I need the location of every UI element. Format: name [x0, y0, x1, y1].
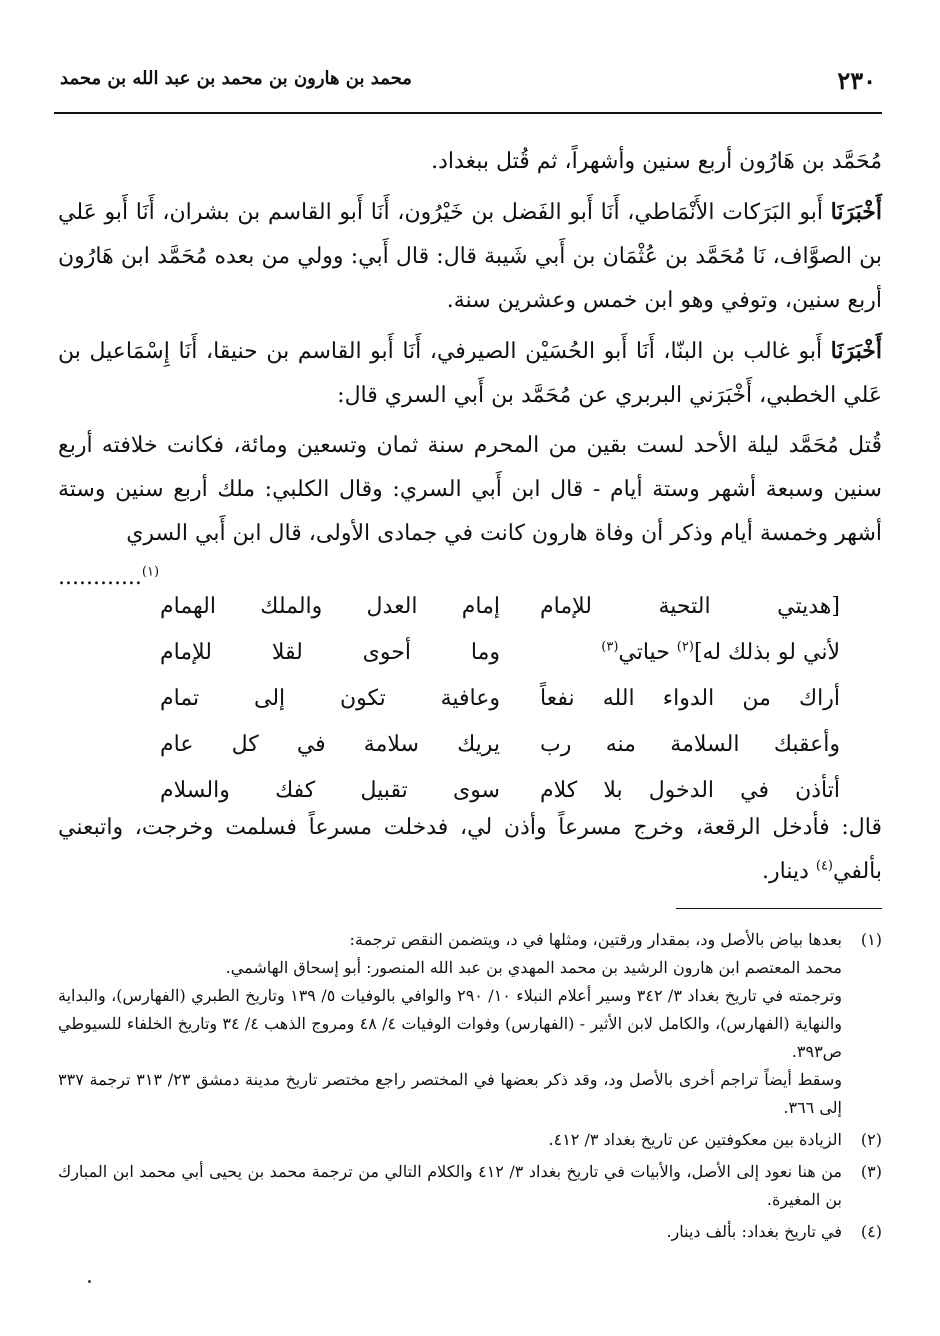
- footnote-ref-2: (٢): [676, 639, 694, 655]
- narration-keyword: أَخْبَرَنَا: [830, 199, 882, 225]
- verse-first-hemistich: أتأذن في الدخول بلا كلام: [540, 778, 840, 803]
- closing-text: قال: فأدخل الرقعة، وخرج مسرعاً وأذن لي، فدخلت مسرعاً فسلمت وخرجت، واتبعني بألفي: [58, 815, 882, 884]
- verse-second-hemistich: يريك سلامة في كل عام: [160, 732, 500, 757]
- narration-keyword: أَخْبَرَنَا: [830, 338, 882, 364]
- footnote-line: وترجمته في تاريخ بغداد ٣/ ٣٤٢ وسير أعلام النبلاء ١٠/ ٢٩٠ والوافي بالوفيات ٥/ ١٣٩ وتاريخ الطبري (الفهارس)، والبداية والنهاية (الفهارس)، والكامل لابن الأثير - (الفهارس) وفوات الوفيات ٤/ ٤٨ ومروج الذهب ٤/ ٣٤ وتاريخ الخلفاء للسيوطي ص٣٩٣.: [58, 986, 843, 1061]
- footnote-line: من هنا نعود إلى الأصل، والأبيات في تاريخ بغداد ٣/ ٤١٢ والكلام التالي من ترجمة محمد بن يحيى أبي محمد ابن المبارك بن المغيرة.: [58, 1162, 843, 1209]
- footnote: [58, 1158, 882, 1214]
- footnote-line: في تاريخ بغداد: بألف دينار.: [666, 1222, 842, 1241]
- footnote: [58, 926, 882, 1122]
- footnote-line: وسقط أيضاً تراجم أخرى بالأصل ود، وقد ذكر بعضها في المختصر راجع مختصر تاريخ مدينة دمشق ٢٣/ ٣١٣ ترجمة ٣٣٧ إلى ٣٦٦.: [58, 1070, 842, 1117]
- omission-dots: ............: [58, 565, 142, 590]
- footnote-number: (٢): [860, 1130, 882, 1149]
- verse-second-hemistich: وعافية تكون إلى تمام: [160, 686, 500, 711]
- footnote-ref-3: (٣): [601, 639, 619, 655]
- paragraph-3-text: أَبو غالب بن البنّا، أَنَا أَبو الحُسَيْن الصيرفي، أَنَا أَبو القاسم بن حنيقا، أَنَا إِسْمَاعيل بن عَلي الخطبي، أَخْبَرَني البربري عن مُحَمَّد بن أَبي السري قال:: [58, 339, 882, 408]
- scan-speck: [88, 1280, 91, 1283]
- verse-first-hemistich: أراك من الدواء الله نفعاً: [540, 686, 840, 711]
- verse-second-hemistich: وما أحوى لقلا للإمام: [160, 640, 500, 665]
- footnote-line: الزيادة بين معكوفتين عن تاريخ بغداد ٣/ ٤١٢.: [548, 1130, 842, 1149]
- verse-second-hemistich: سوى تقبيل كفك والسلام: [160, 778, 500, 803]
- poem: [160, 584, 840, 814]
- footnote-line: محمد المعتصم ابن هارون الرشيد بن محمد المهدي بن عبد الله المنصور: أبو إسحاق الهاشمي.: [225, 958, 842, 977]
- verse-first-hemistich: [هديتي التحية للإمام: [540, 594, 840, 619]
- footnote-number: (٤): [860, 1222, 882, 1241]
- footnote-number: (١): [860, 930, 882, 949]
- running-title: محمد بن هارون بن محمد بن عبد الله بن محمد: [60, 68, 412, 89]
- paragraph-2: [58, 190, 882, 323]
- footnote-number: (٣): [860, 1162, 882, 1181]
- verse-second-hemistich: إمام العدل والملك الهمام: [160, 594, 500, 619]
- footnote: [58, 1218, 882, 1246]
- verse-line: [160, 630, 840, 676]
- closing-text-end: دينار.: [761, 859, 816, 884]
- paragraph-2-text: أَبو البَرَكات الأَنْمَاطي، أَنَا أَبو الفَضل بن خَيْرُون، أَنَا أَبو القاسم بن بشران، أَنَا أَبو عَلي بن الصوَّاف، نَا مُحَمَّد بن عُثْمَان بن أَبي شَيبة قال: قال أَبي: وولي من بعده مُحَمَّد ابن هَارُون أربع سنين، وتوفي وهو ابن خمس وعشرين سنة.: [58, 200, 882, 313]
- paragraph-3: [58, 329, 882, 418]
- header-rule: [54, 112, 882, 114]
- verse-first-hemistich: وأعقبك السلامة منه رب: [540, 732, 840, 757]
- footnote-ref-4: (٤): [815, 858, 833, 874]
- page-header: [58, 62, 880, 108]
- footnote-separator: [676, 908, 882, 909]
- paragraph-4-text: قُتل مُحَمَّد ليلة الأحد لست بقين من المحرم سنة ثمان وتسعين ومائة، فكانت خلافته أربع سنين وسبعة أشهر وستة أيام - قال ابن أَبي السري: وقال الكلبي: ملك أربع سنين وستة أشهر وخمسة أيام وذكر أن وفاة هارون كانت في جمادى الأولى، قال ابن أَبي السري: [58, 433, 882, 546]
- page-number: ٢٣٠: [837, 66, 876, 95]
- verse-first-hemistich: لأني لو بذلك له]$^{(٢)}$ حياتي$^{(٣)}$: [601, 639, 840, 665]
- footnotes: [58, 926, 882, 1250]
- verse-line: [160, 676, 840, 722]
- footnote-line: بعدها بياض بالأصل ود، بمقدار ورقتين، ومثلها في د، ويتضمن النقص ترجمة:: [349, 930, 842, 949]
- main-text: [58, 140, 882, 600]
- footnote-ref-1: (١): [141, 564, 160, 580]
- verse-line: [160, 584, 840, 630]
- paragraph-4: [58, 424, 882, 556]
- footnote: [58, 1126, 882, 1154]
- closing-paragraph: [58, 806, 882, 894]
- verse-line: [160, 722, 840, 768]
- paragraph-1: مُحَمَّد بن هَارُون أربع سنين وأشهراً، ثم قُتل ببغداد.: [431, 149, 882, 174]
